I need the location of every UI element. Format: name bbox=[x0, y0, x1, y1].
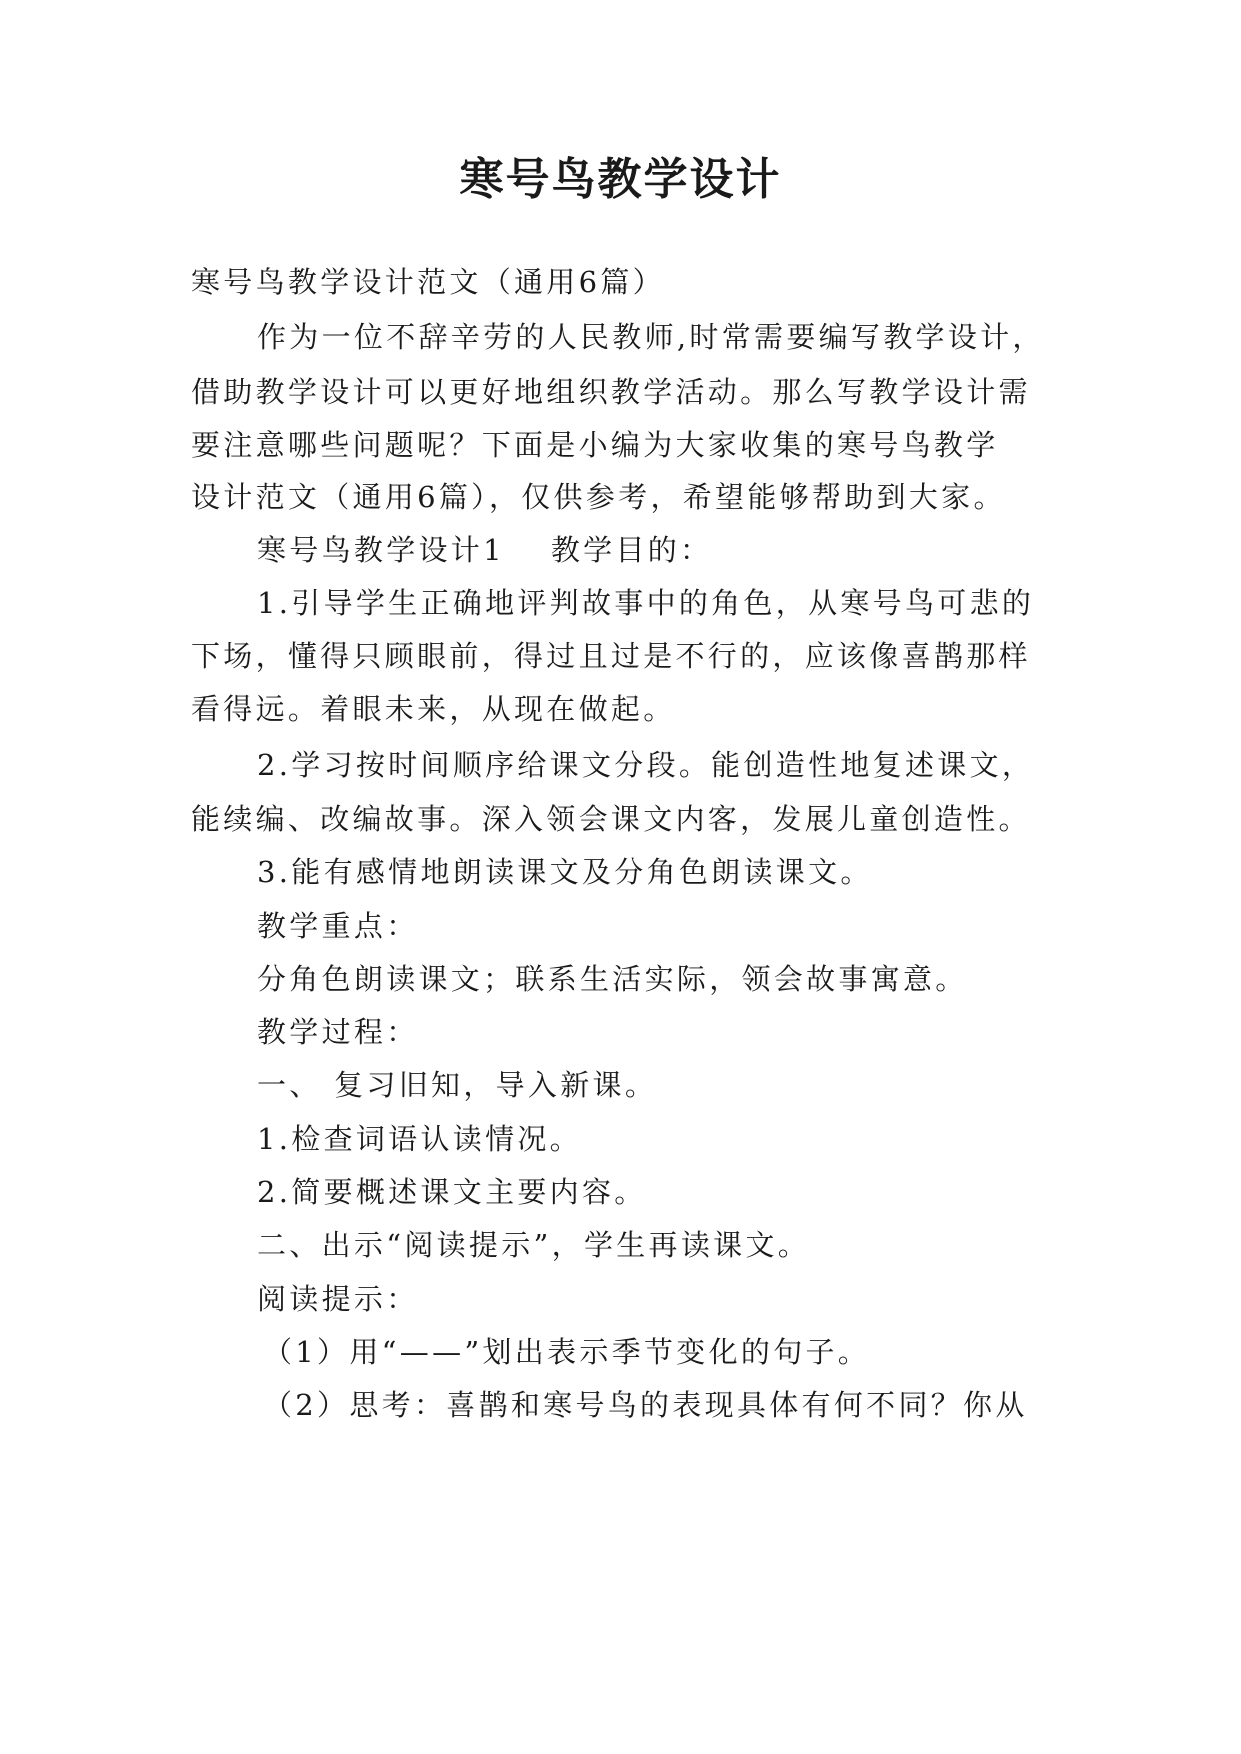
tip-1: （1）用“——”划出表示季节变化的句子。 bbox=[263, 1335, 871, 1369]
tip-2: （2）思考：喜鹊和寒号鸟的表现具体有何不同？你从 bbox=[263, 1388, 1028, 1422]
goal-3: 3.能有感情地朗读课文及分角色朗读课文。 bbox=[257, 855, 873, 889]
step-1-item-2: 2.简要概述课文主要内容。 bbox=[257, 1175, 647, 1209]
goal-2-line-1: 2.学习按时间顺序给课文分段。能创造性地复述课文， bbox=[257, 748, 1035, 782]
step-1-heading: 一、 复习旧知，导入新课。 bbox=[257, 1068, 658, 1102]
document-subtitle: 寒号鸟教学设计范文（通用6篇） bbox=[191, 265, 665, 299]
intro-line-3: 要注意哪些问题呢？下面是小编为大家收集的寒号鸟教学 bbox=[191, 428, 999, 462]
goal-2-line-2: 能续编、改编故事。深入领会课文内客，发展儿童创造性。 bbox=[191, 802, 1031, 836]
document-title: 寒号鸟教学设计 bbox=[459, 154, 782, 205]
goal-1-line-1: 1.引导学生正确地评判故事中的角色，从寒号鸟可悲的 bbox=[257, 586, 1035, 620]
intro-line-1: 作为一位不辞辛劳的人民教师,时常需要编写教学设计， bbox=[257, 320, 1045, 354]
key-points: 分角色朗读课文；联系生活实际，领会故事寓意。 bbox=[257, 962, 968, 996]
section-1-heading-line bbox=[257, 530, 712, 570]
goal-1-line-2: 下场，懂得只顾眼前，得过且过是不行的，应该像喜鹊那样 bbox=[191, 639, 1031, 673]
reading-tips-label: 阅读提示： bbox=[257, 1282, 419, 1316]
goal-label: 教学目的： bbox=[550, 533, 713, 567]
step-2-heading: 二、出示“阅读提示”，学生再读课文。 bbox=[257, 1228, 811, 1262]
process-label: 教学过程： bbox=[257, 1015, 419, 1049]
intro-line-2: 借助教学设计可以更好地组织教学活动。那么写教学设计需 bbox=[191, 375, 1031, 409]
step-1-item-1: 1.检查词语认读情况。 bbox=[257, 1122, 582, 1156]
section-1-heading: 寒号鸟教学设计1 bbox=[257, 533, 505, 567]
key-points-label: 教学重点： bbox=[257, 909, 419, 943]
intro-line-4: 设计范文（通用6篇），仅供参考，希望能够帮助到大家。 bbox=[191, 480, 1006, 514]
goal-1-line-3: 看得远。着眼未来，从现在做起。 bbox=[191, 692, 676, 726]
